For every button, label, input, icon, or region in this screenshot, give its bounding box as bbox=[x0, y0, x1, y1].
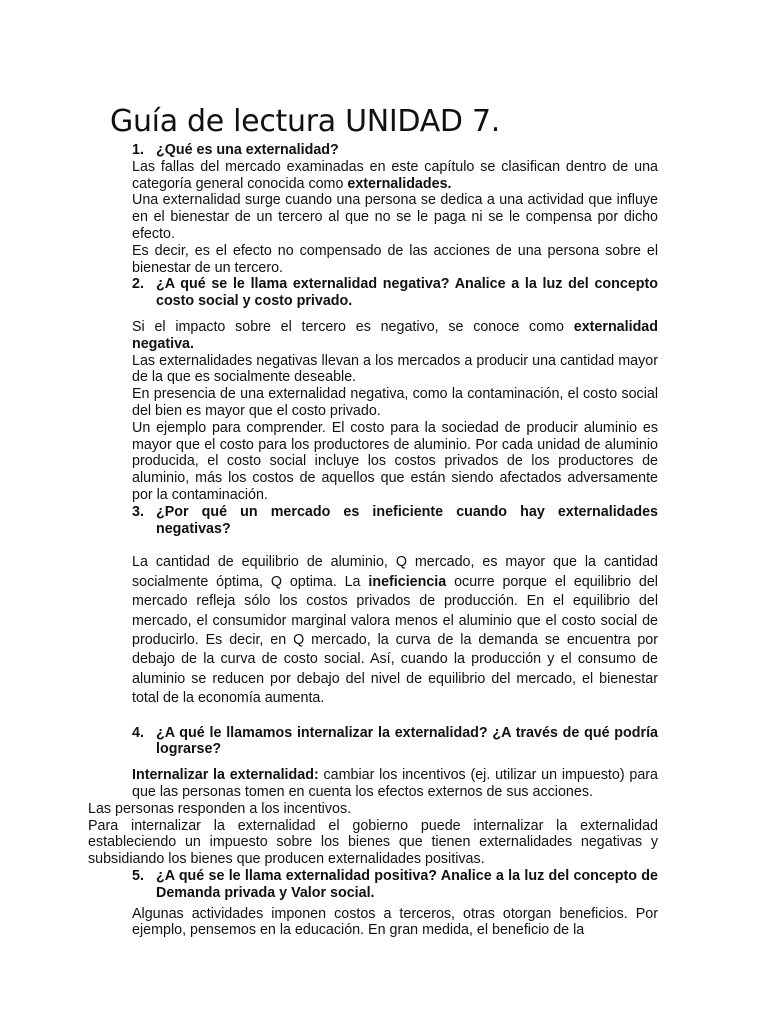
question-number: 5. bbox=[132, 867, 144, 884]
question-3 bbox=[132, 504, 658, 538]
paragraph: Un ejemplo para comprender. El costo para la sociedad de producir aluminio es mayor que el costo para los productores de aluminio. Por cada unidad de aluminio producida, el costo social incluye los costos privados de los productores de aluminio, más los costos de aquellos que están siendo afectados adversamente por la contaminación. bbox=[132, 419, 658, 503]
page-title: Guía de lectura UNIDAD 7. bbox=[110, 104, 500, 139]
question-text: ¿Por qué un mercado es ineficiente cuando hay externalidades negativas? bbox=[156, 503, 658, 537]
paragraph: Si el impacto sobre el tercero es negativo, se conoce como externalidad negativa. bbox=[132, 318, 658, 352]
question-4 bbox=[132, 725, 658, 759]
paragraph: En presencia de una externalidad negativa, como la contaminación, el costo social del bien es mayor que el costo privado. bbox=[132, 386, 658, 419]
question-text: ¿Qué es una externalidad? bbox=[156, 142, 339, 158]
paragraph: Una externalidad surge cuando una persona se dedica a una actividad que influye en el bienestar de un tercero al que no se le paga ni se le compensa por dicho efecto. bbox=[132, 192, 658, 242]
question-2 bbox=[132, 276, 658, 310]
question-number: 4. bbox=[132, 724, 144, 741]
question-number: 3. bbox=[132, 503, 144, 520]
paragraph: La cantidad de equilibrio de aluminio, Q mercado, es mayor que la cantidad socialmente óptima, Q optima. La ineficiencia ocurre porque el equilibrio del mercado refleja sólo los costos privados de producción. En el equilibrio del mercado, el consumidor marginal valora menos el aluminio que el costo social de producirlo. Es decir, en Q mercado, la curva de la demanda se encuentra por debajo de la curva de costo social. Así, cuando la producción y el consumo de aluminio se reducen por debajo del nivel de equilibrio del mercado, el bienestar total de la economía aumenta. bbox=[132, 554, 658, 707]
question-1 bbox=[132, 142, 658, 159]
question-5 bbox=[132, 868, 658, 902]
bold-term: externalidad negativa. bbox=[132, 318, 658, 352]
question-number: 2. bbox=[132, 276, 144, 293]
question-text: ¿A qué le llamamos internalizar la externalidad? ¿A través de qué podría lograrse? bbox=[156, 724, 658, 758]
paragraph: Internalizar la externalidad: cambiar los incentivos (ej. utilizar un impuesto) para que las personas tomen en cuenta los efectos externos de sus acciones. bbox=[132, 767, 658, 800]
bold-term: ineficiencia bbox=[368, 573, 447, 590]
bold-term: Internalizar la externalidad: bbox=[132, 767, 319, 784]
paragraph: Las fallas del mercado examinadas en este capítulo se clasifican dentro de una categoría general conocida como externalidades. bbox=[132, 158, 658, 192]
document-body bbox=[88, 142, 658, 939]
paragraph: Las externalidades negativas llevan a los mercados a producir una cantidad mayor de la que es socialmente deseable. bbox=[132, 352, 658, 386]
paragraph: Las personas responden a los incentivos. bbox=[88, 800, 352, 817]
question-text: ¿A qué se le llama externalidad negativa? Analice a la luz del concepto costo social y costo privado. bbox=[156, 276, 658, 310]
paragraph: Para internalizar la externalidad el gobierno puede internalizar la externalidad estableciendo un impuesto sobre los bienes que tienen externalidades negativas y subsidiando los bienes que producen externalidades positivas. bbox=[88, 817, 658, 868]
question-text: ¿A qué se le llama externalidad positiva? Analice a la luz del concepto de Demanda privada y Valor social. bbox=[156, 867, 658, 901]
paragraph: Algunas actividades imponen costos a terceros, otras otorgan beneficios. Por ejemplo, pensemos en la educación. En gran medida, el beneficio de la bbox=[132, 905, 658, 939]
bold-term: externalidades. bbox=[347, 175, 452, 192]
question-number: 1. bbox=[132, 142, 144, 158]
paragraph: Es decir, es el efecto no compensado de las acciones de una persona sobre el bienestar de un tercero. bbox=[132, 242, 658, 276]
